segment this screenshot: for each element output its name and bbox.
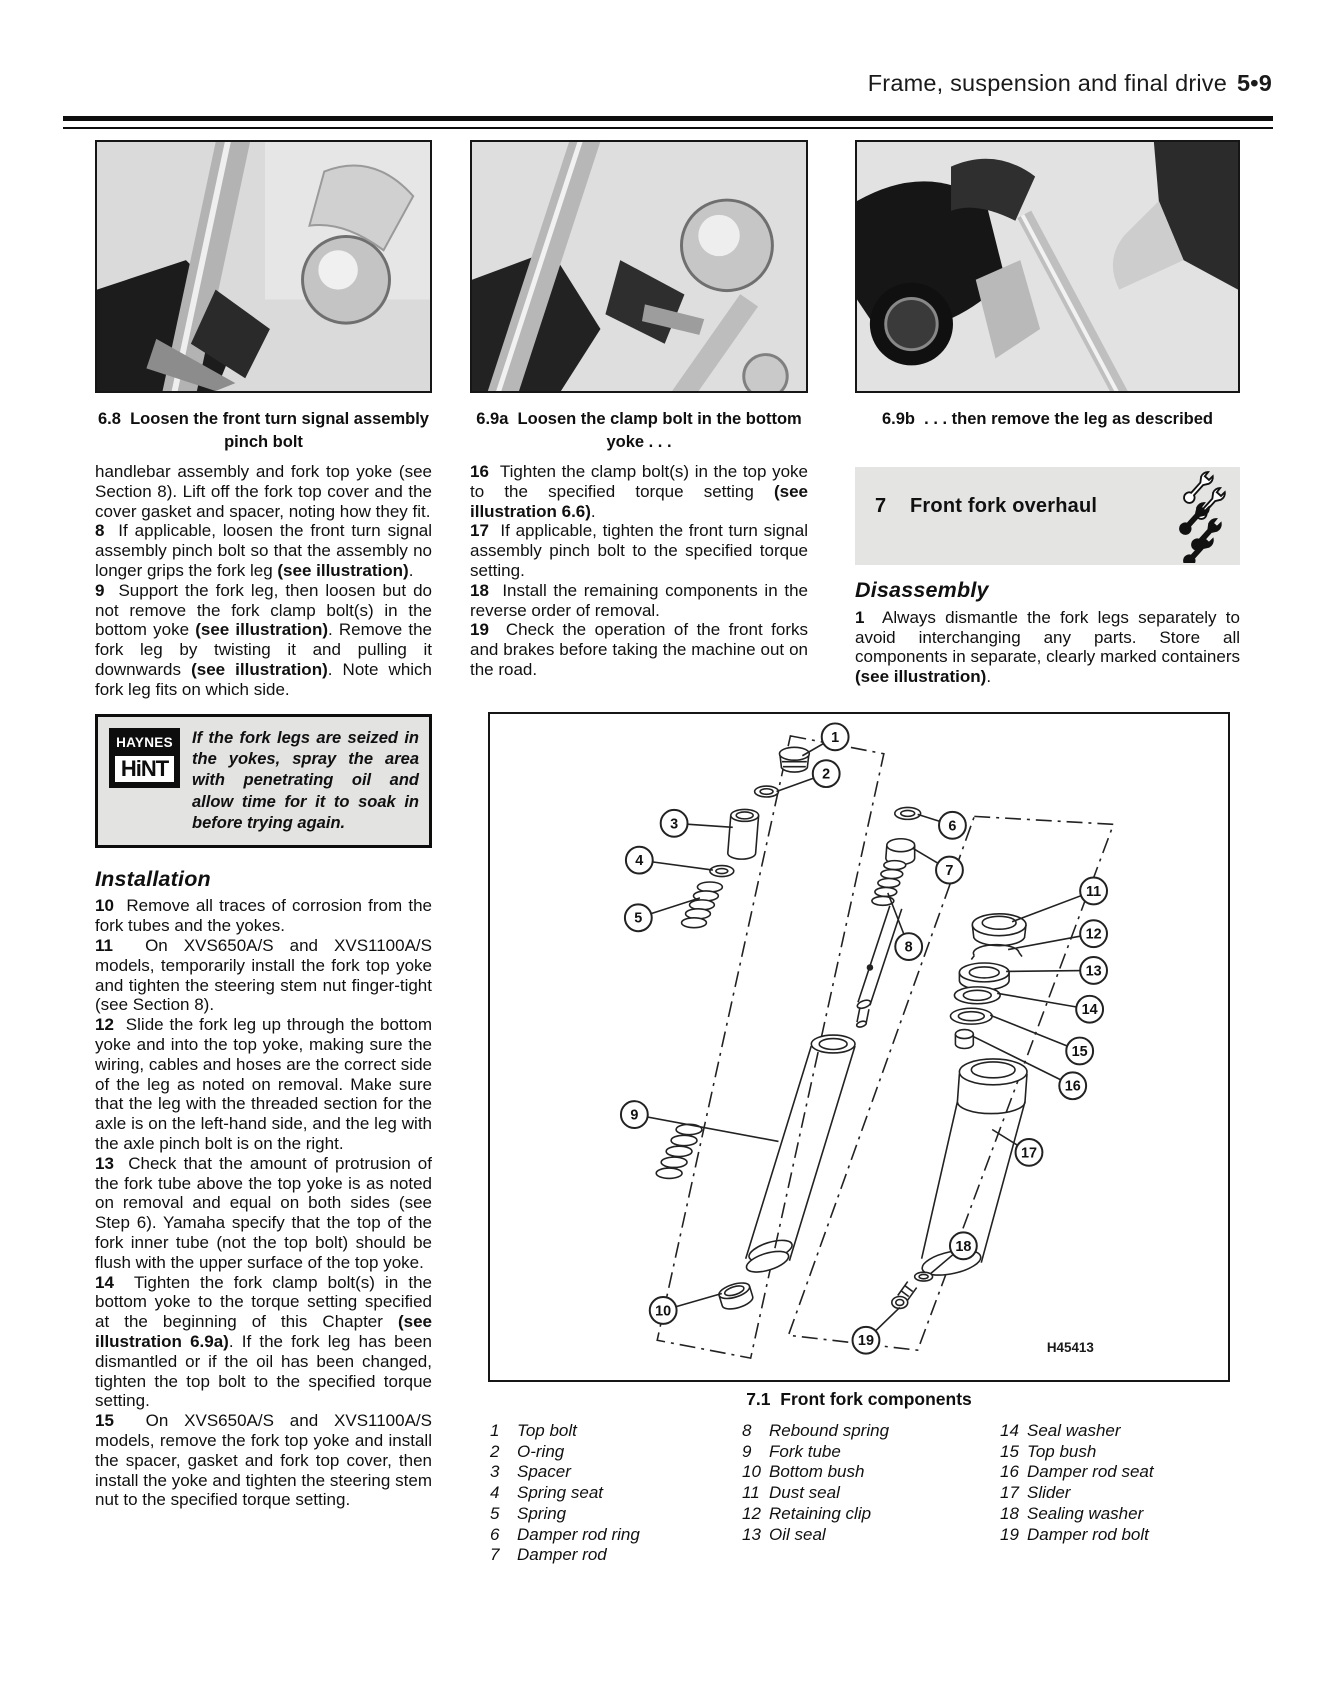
legend-item-number: 14 [1000,1421,1019,1440]
disassembly-steps [855,608,1240,687]
section-7-header-box [855,467,1240,565]
legend-item [490,1545,728,1566]
paragraph: 18 Install the remaining components in the reverse order of removal. [470,580,808,620]
legend-item-number: 4 [490,1483,500,1503]
legend-item-number: 5 [490,1503,500,1523]
legend-item [490,1525,728,1546]
paragraph: 19 Check the operation of the front forks and brakes before taking the machine out on the road. [470,620,808,679]
photo-6-9b-image [857,142,1238,391]
legend-item-number: 6 [490,1524,500,1544]
paragraph: 14 Tighten the fork clamp bolt(s) in the bottom yoke to the torque setting specified at the beginning of this Chapter (see illustration 6.9a). If the fork leg has been dismantled or if the oil has been changed, tighten the top bolt to the specified torque setting. [95,1272,432,1411]
legend-item-number: 12 [742,1503,761,1523]
section-number: 7 [875,495,887,517]
part-fork-tube [744,1035,855,1276]
photo-6-9a [470,140,808,393]
part-o-ring [755,786,779,797]
callout-number-8: 8 [904,939,913,956]
legend-item-number: 13 [742,1524,761,1544]
legend-item [490,1483,728,1504]
legend-item [742,1483,987,1504]
photo-6-8-image [97,142,430,391]
legend-item-number: 10 [742,1462,761,1482]
paragraph: 13 Check that the amount of protrusion of the fork tube above the top yoke is as noted on removal and equal on both sides (see Step 6). Yamaha specify that the top of the fork inner tube (not the top bolt) should be flush with the upper surface of the top yoke. [95,1153,432,1272]
diagram-parts [656,747,1027,1312]
legend-item-label: Dust seal [769,1483,840,1503]
callout-layer [621,723,1107,1356]
callout-number-11: 11 [1085,883,1102,900]
text-column-3 [855,467,1240,687]
legend-item-number: 8 [742,1421,752,1440]
removal-continued-text [95,462,432,700]
installation-steps [95,896,432,1510]
legend-item-label: O-ring [517,1441,565,1461]
legend-item-number: 9 [742,1441,752,1461]
legend-item-label: Seal washer [1027,1421,1121,1440]
legend-item [742,1525,987,1546]
legend-item-label: Fork tube [769,1441,841,1461]
callout-number-15: 15 [1071,1043,1088,1060]
part-retaining-clip [971,945,1022,960]
hint-logo-text: HiNT [113,754,176,784]
callout-number-13: 13 [1085,963,1102,980]
legend-item-number: 16 [1000,1462,1019,1482]
legend-item [1000,1421,1238,1442]
callout-number-16: 16 [1064,1078,1081,1095]
callout-number-5: 5 [634,910,643,927]
front-fork-exploded-diagram [488,712,1230,1382]
spanner-icon-filled [1182,533,1215,563]
legend-item-number: 18 [1000,1503,1019,1523]
legend-item-label: Oil seal [769,1524,826,1544]
part-damper-rod-ring [895,807,921,819]
part-damper-rod-bolt [892,1282,917,1309]
text-column-2 [470,462,808,680]
legend-item [490,1442,728,1463]
installation-heading: Installation [95,866,211,891]
legend-item [742,1421,987,1442]
hint-text: If the fork legs are seized in the yokes, spray the area with penetrating oil and allow time for it to soak in before trying again. [192,728,419,833]
illustration-code: H45413 [1046,1340,1094,1356]
part-dust-seal [972,914,1026,946]
legend-item-label: Spring [517,1503,567,1523]
paragraph: 11 On XVS650A/S and XVS1100A/S models, temporarily install the fork top yoke and tighten the steering stem nut finger-tight (see Section 8). [95,935,432,1015]
legend-item [1000,1504,1238,1525]
legend-item-label: Spring seat [517,1483,603,1503]
paragraph: 9 Support the fork leg, then loosen but do not remove the fork clamp bolt(s) in the bottom yoke (see illustration). Remove the fork leg by twisting it and pulling it downwards (see illustration). Note which fork leg fits on which side. [95,580,433,699]
legend-item [1000,1525,1238,1546]
photo-caption-6-9a: 6.9a Loosen the clamp bolt in the bottom yoke . . . [476,410,802,451]
legend-item-label: Rebound spring [769,1421,890,1440]
legend-item-number: 17 [1000,1483,1019,1503]
legend-column-2 [742,1421,987,1545]
legend-item [1000,1462,1238,1483]
legend-item-label: Top bolt [517,1421,577,1440]
paragraph: 8 If applicable, loosen the front turn signal assembly pinch bolt so that the assembly no longer grips the fork leg (see illustration). [95,521,432,580]
page-header [63,70,1272,97]
paragraph: handlebar assembly and fork top yoke (see Section 8). Lift off the fork top cover and the cover gasket and spacer, noting how they fit. [95,462,432,521]
callout-number-10: 10 [655,1303,672,1320]
legend-item [490,1462,728,1483]
disassembly-heading: Disassembly [855,578,989,602]
callout-number-4: 4 [635,853,644,870]
legend-item-label: Top bush [1027,1441,1097,1461]
photo-6-9a-image [472,142,806,391]
figure-caption-7-1: 7.1 Front fork components [746,1389,972,1409]
photo-6-9b [855,140,1240,393]
legend-item-label: Slider [1027,1483,1071,1503]
part-top-bush [950,1008,992,1024]
legend-item [742,1504,987,1525]
callout-number-2: 2 [822,766,831,783]
haynes-logo-text: HAYNES [111,730,178,755]
paragraph: 10 Remove all traces of corrosion from the fork tubes and the yokes. [95,896,432,936]
legend-item-label: Damper rod seat [1027,1462,1154,1482]
legend-item [490,1504,728,1525]
legend-item-number: 19 [1000,1524,1019,1544]
part-spacer [728,809,759,859]
callout-number-18: 18 [955,1238,972,1255]
part-spring-seat [710,866,734,877]
part-top-bolt [779,747,809,772]
photo-caption-6-9b: 6.9b . . . then remove the leg as described [881,410,1214,428]
legend-item-label: Bottom bush [769,1462,865,1482]
text-column-1 [95,462,432,1510]
legend-column-1 [490,1421,728,1566]
legend-item-number: 15 [1000,1441,1019,1461]
legend-item [1000,1483,1238,1504]
difficulty-spanner-icons [1168,471,1232,563]
paragraph: 15 On XVS650A/S and XVS1100A/S models, remove the fork top yoke and install the spacer, gasket and fork top cover, then install the yoke and tighten the steering stem nut to the specified torque setting. [95,1411,432,1510]
part-damper-rod-seat [955,1030,973,1049]
installation-steps-continued [470,462,808,680]
haynes-hint-box [95,714,432,848]
legend-item-label: Spacer [517,1462,571,1482]
part-sealing-washer [915,1272,933,1281]
legend-item-number: 7 [490,1545,500,1565]
haynes-hint-logo [109,728,180,789]
section-title: Front fork overhaul [910,495,1098,517]
paragraph: 17 If applicable, tighten the front turn signal assembly pinch bolt to the specified torque setting. [470,521,808,580]
legend-column-3 [1000,1421,1238,1545]
callout-number-19: 19 [857,1333,874,1350]
legend-item [490,1421,728,1442]
callout-number-7: 7 [945,863,954,880]
exploded-view-drawing [490,714,1228,1380]
part-oil-seal [959,963,1009,990]
callout-leader-line [990,1015,1079,1051]
callout-number-12: 12 [1085,926,1102,943]
header-rule-thin [63,127,1273,129]
callout-number-1: 1 [831,729,840,746]
callout-number-14: 14 [1081,1002,1098,1019]
callout-number-17: 17 [1020,1145,1037,1162]
legend-item-label: Damper rod ring [517,1524,640,1544]
callout-leader-line [634,1115,778,1142]
callout-number-9: 9 [630,1107,639,1124]
paragraph: 1 Always dismantle the fork legs separately to avoid interchanging any parts. Store all components in separate, clearly marked containers (see illustration). [855,607,1240,687]
photo-caption-6-8: 6.8 Loosen the front turn signal assembly pinch bolt [98,410,429,451]
part-spring [656,882,722,1178]
legend-item-label: Damper rod bolt [1027,1524,1149,1544]
legend-item-number: 2 [490,1441,500,1461]
legend-item-label: Damper rod [517,1545,607,1565]
legend-item [1000,1442,1238,1463]
callout-number-3: 3 [670,816,679,833]
part-bottom-bush [717,1280,754,1312]
legend-item-number: 3 [490,1462,500,1482]
legend-item-number: 11 [742,1483,760,1503]
paragraph: 12 Slide the fork leg up through the bottom yoke and into the top yoke, making sure the wiring, cables and hoses are the correct side of the leg as noted on removal. Make sure that the leg with the threaded section for the axle is on the left-hand side, and the leg with the axle pinch bolt is on the right. [95,1015,432,1153]
chapter-title: Frame, suspension and final drive [867,70,1228,96]
legend-item [742,1442,987,1463]
legend-item-label: Retaining clip [769,1503,872,1523]
page-number: 5•9 [1237,70,1272,96]
paragraph: 16 Tighten the clamp bolt(s) in the top yoke to the specified torque setting (see illustration 6.6). [470,462,808,521]
legend-item-number: 1 [490,1421,500,1440]
callout-number-6: 6 [948,818,957,835]
photo-6-8 [95,140,432,393]
legend-item [742,1462,987,1483]
legend-item-label: Sealing washer [1027,1503,1144,1523]
part-seal-washer [954,987,1000,1004]
header-rule-thick [63,116,1273,121]
